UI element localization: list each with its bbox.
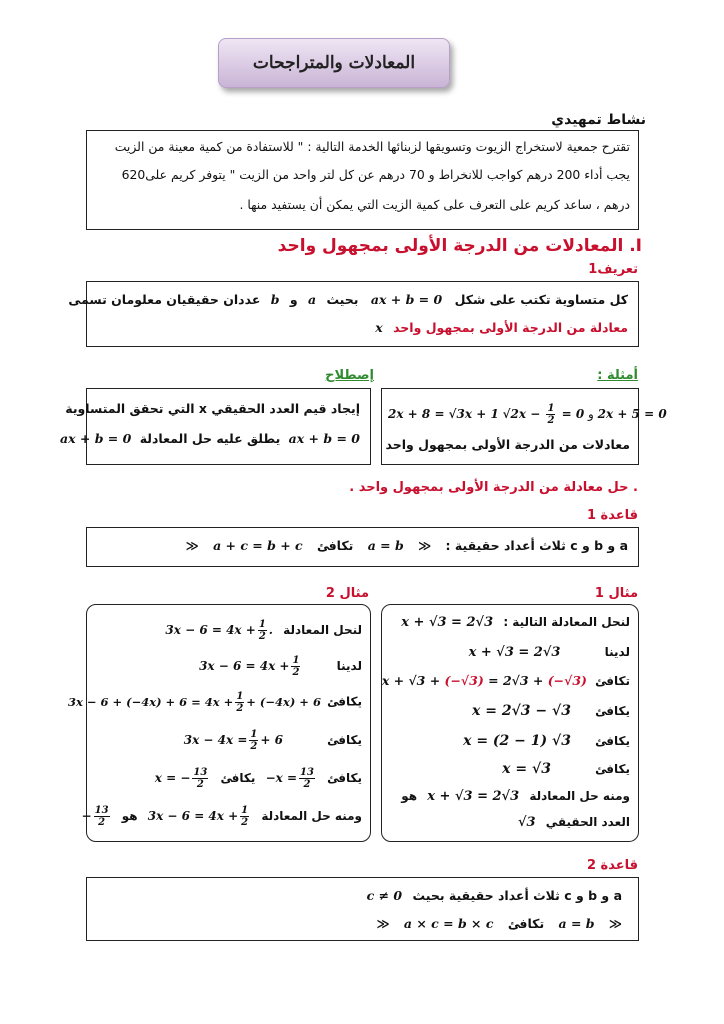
ex2-l2-num: 1 bbox=[292, 655, 300, 666]
term-eq-2: ax + b = 0 bbox=[59, 431, 132, 446]
examples-label: أمثلة : bbox=[597, 368, 638, 383]
examples-equations bbox=[388, 403, 667, 426]
page-title: المعادلات والمتراجحات bbox=[252, 53, 416, 73]
ex2-line-1 bbox=[165, 619, 362, 642]
ex1-l3-red-1: (−√3) bbox=[444, 673, 484, 688]
definition-label: تعريف1 bbox=[588, 262, 638, 277]
ex2-l5-num-1: 13 bbox=[300, 767, 314, 778]
term-line-1: إيجاد قيم العدد الحقيقي x التي تحقق المتساوية bbox=[65, 401, 360, 416]
def-text-c: عددان حقيقيان معلومان تسمى bbox=[68, 292, 261, 307]
rule-2-open: ≪ bbox=[608, 916, 622, 931]
ex1-l1-eq: x + √3 = 2√3 bbox=[401, 615, 494, 630]
ex2-l4-num: 1 bbox=[250, 729, 258, 740]
example-2-box bbox=[68, 604, 371, 842]
rule-1-eq-2: a + c = b + c bbox=[213, 538, 303, 553]
term-box bbox=[59, 388, 371, 465]
definition-line-1 bbox=[68, 292, 628, 307]
ex2-l6-eq-text: 3x − 6 = 4x + bbox=[147, 809, 239, 823]
ex2-l2-text: لدينا bbox=[336, 659, 362, 673]
ex2-l1-num: 1 bbox=[258, 619, 266, 630]
intro-box bbox=[86, 130, 639, 230]
intro-line-3: درهم ، ساعد كريم على التعرف على كمية الزيت التي يمكن أن يستفيد منها . bbox=[239, 197, 630, 212]
ex2-l3-eq bbox=[68, 691, 321, 714]
ex2-l5-eq-1 bbox=[265, 767, 317, 790]
rule-2-line-1 bbox=[367, 888, 622, 903]
rule-2-eq-1: a = b bbox=[558, 916, 595, 931]
page-title-banner bbox=[218, 38, 450, 88]
ex2-l4-eq-a: 3x − 4x = bbox=[183, 733, 248, 747]
rule-2-line-2 bbox=[376, 916, 622, 931]
ex1-l4-eq: x = 2√3 − √3 bbox=[472, 703, 571, 719]
ex2-l5-eq-a: −x = bbox=[265, 771, 298, 785]
ex2-l2-den: 2 bbox=[292, 667, 300, 678]
rule-2-equiv: تكافئ bbox=[507, 916, 545, 931]
ex2-line-5 bbox=[155, 767, 362, 790]
def-eq: ax + b = 0 bbox=[370, 292, 443, 307]
rule-1-label: قاعدة 1 bbox=[586, 508, 638, 523]
rule-1-equiv: تكافئ bbox=[317, 538, 354, 553]
rule-2-text: a و b و c ثلاث أعداد حقيقية بحيث bbox=[412, 888, 622, 903]
ex2-l2-eq bbox=[199, 655, 302, 678]
rule-1-close: ≪ bbox=[185, 538, 199, 553]
intro-line-2: يجب أداء 200 درهم كواجب للانخراط و 70 درهم عن كل لتر واحد من الزيت " يتوفر كريم على620 bbox=[121, 167, 630, 182]
ex2-l6-eq bbox=[147, 805, 251, 828]
ex1-l3-text: تكافئ bbox=[595, 674, 630, 688]
ex2-l6-end: هو bbox=[121, 809, 138, 823]
term-label: إصطلاح bbox=[325, 368, 374, 383]
rule-1-box bbox=[86, 527, 639, 567]
term-line-2 bbox=[60, 431, 360, 446]
ex1-l1-text: لنحل المعادلة التالية : bbox=[503, 615, 630, 629]
ex1-l6-eq: x = √3 bbox=[502, 761, 551, 777]
ex2-l3-eq-b: + (−4x) + 6 bbox=[246, 694, 321, 709]
ex1-l4-text: يكافئ bbox=[595, 704, 630, 718]
ex2-l5-mid: يكافئ bbox=[220, 771, 256, 785]
ex1-l2-text: لدينا bbox=[604, 645, 630, 659]
rule-1-eq-1: a = b bbox=[367, 538, 404, 553]
ex2-l5-eq-b: x = − bbox=[154, 771, 191, 785]
term-text: يطلق عليه حل المعادلة bbox=[139, 431, 281, 446]
ex1-line-1 bbox=[401, 615, 630, 630]
rule-2-close: ≪ bbox=[376, 916, 390, 931]
ex2-l4-eq-b: + 6 bbox=[260, 733, 283, 747]
rule-1-text: a و b و c ثلاث أعداد حقيقية : bbox=[445, 538, 628, 553]
def-and: و bbox=[289, 292, 298, 307]
ex2-l4-eq bbox=[183, 729, 283, 752]
examples-caption: معادلات من الدرجة الأولى بمجهول واحد bbox=[385, 437, 630, 452]
ex2-l3-den: 2 bbox=[236, 703, 244, 714]
rule-1-line bbox=[176, 538, 628, 553]
ex2-l1-text: لنحل المعادلة bbox=[283, 623, 362, 637]
definition-box bbox=[68, 281, 639, 347]
examples-and-2: و bbox=[588, 407, 594, 421]
example-2-label: مثال 2 bbox=[325, 586, 369, 601]
example-1-box bbox=[381, 604, 639, 842]
ex1-l8-eq: √3 bbox=[517, 815, 536, 830]
def-var-a: a bbox=[307, 292, 317, 307]
ex2-l5-text: يكافئ bbox=[327, 771, 362, 785]
ex1-line-3 bbox=[382, 673, 630, 688]
ex1-l7-end: هو bbox=[401, 789, 418, 803]
def-var-x: x bbox=[375, 320, 383, 335]
example-eq-2: √2x − $\frac{1}{2}$ = 0 bbox=[502, 403, 585, 426]
example-eq-1: 2x + 5 = 0 bbox=[597, 407, 667, 421]
rule-2-label: قاعدة 2 bbox=[586, 858, 638, 873]
rule-2-cond: c ≠ 0 bbox=[366, 888, 403, 903]
intro-heading: نشاط تمهيدي bbox=[551, 112, 646, 128]
intro-line-1: تقترح جمعية لاستخراج الزيوت وتسويقها لزبنائها الخدمة التالية : " للاستفادة من كمية معينة من الزيت bbox=[114, 139, 630, 154]
ex2-l6-text: ومنه حل المعادلة bbox=[261, 809, 362, 823]
example-1-label: مثال 1 bbox=[594, 586, 638, 601]
ex1-l3-eq-a: x + √3 + bbox=[381, 673, 445, 688]
ex2-line-4 bbox=[184, 729, 362, 752]
rule-1-open: ≪ bbox=[418, 538, 432, 553]
example-eq-3: 2x + 8 = √3x + 1 bbox=[388, 407, 499, 421]
ex2-l5-den-2: 2 bbox=[196, 779, 204, 790]
ex1-l5-eq: x = (2 − 1) √3 bbox=[463, 733, 571, 749]
solve-heading: . حل معادلة من الدرجة الأولى بمجهول واحد . bbox=[349, 480, 638, 495]
ex2-l4-den: 2 bbox=[250, 741, 258, 752]
ex2-l2-eq-text: 3x − 6 = 4x + bbox=[199, 659, 290, 673]
def-red-text: معادلة من الدرجة الأولى بمجهول واحد bbox=[393, 320, 628, 335]
ex2-l6-res-num: 13 bbox=[94, 805, 109, 816]
ex2-l5-eq-2 bbox=[154, 767, 211, 790]
ex1-line-7 bbox=[401, 789, 630, 804]
ex2-l6-res bbox=[81, 805, 112, 828]
ex1-line-4 bbox=[472, 703, 630, 719]
ex1-l7-eq: x + √3 = 2√3 bbox=[427, 789, 520, 804]
rule-2-box bbox=[86, 877, 639, 941]
ex1-l2-eq: x + √3 = 2√3 bbox=[468, 645, 561, 660]
ex1-line-6 bbox=[502, 761, 630, 777]
ex1-l3-eq-b: = 2√3 + bbox=[483, 673, 548, 688]
ex2-l5-den-1: 2 bbox=[303, 779, 311, 790]
ex1-l6-text: يكافئ bbox=[595, 762, 630, 776]
term-eq-1: ax + b = 0 bbox=[288, 431, 360, 446]
def-var-b: b bbox=[270, 292, 280, 307]
ex2-l1-den: 2 bbox=[258, 631, 266, 642]
ex2-l6-den: 2 bbox=[241, 817, 249, 828]
ex1-l8-text: العدد الحقيقي bbox=[545, 815, 630, 829]
ex1-l3-red-2: (−√3) bbox=[547, 673, 587, 688]
def-text-b: بحيث bbox=[326, 292, 359, 307]
examples-box bbox=[381, 388, 667, 465]
ex2-line-6 bbox=[82, 805, 362, 828]
ex1-line-2 bbox=[469, 645, 630, 660]
definition-line-2 bbox=[369, 320, 628, 335]
ex2-l1-eq-text: 3x − 6 = 4x + bbox=[165, 623, 256, 637]
ex1-l3-eq bbox=[382, 673, 587, 688]
ex2-line-2 bbox=[199, 655, 362, 678]
ex2-l5-num-2: 13 bbox=[193, 767, 208, 778]
ex1-line-5 bbox=[463, 733, 630, 749]
rule-2-eq-2: a × c = b × c bbox=[403, 916, 494, 931]
ex2-l6-res-den: 2 bbox=[98, 817, 106, 828]
section-1-title: I. المعادلات من الدرجة الأولى بمجهول واحد bbox=[277, 236, 642, 256]
ex2-l3-eq-a: 3x − 6 + (−4x) + 6 = 4x + bbox=[68, 694, 234, 709]
ex2-l6-res-sign: − bbox=[81, 809, 92, 823]
def-text-a: كل متساوية تكتب على شكل bbox=[454, 292, 628, 307]
ex1-line-8 bbox=[518, 815, 630, 830]
ex1-l7-text: ومنه حل المعادلة bbox=[529, 789, 630, 803]
ex2-line-3 bbox=[68, 691, 362, 714]
ex2-l3-text: يكافئ bbox=[327, 694, 362, 709]
ex2-l1-eq: 3x − 6 = 4x + $\frac{1}{2}$ . bbox=[165, 619, 273, 642]
ex2-l3-num: 1 bbox=[236, 691, 244, 702]
ex2-l4-text: يكافئ bbox=[327, 733, 362, 747]
ex2-l6-num: 1 bbox=[241, 805, 249, 816]
ex1-l5-text: يكافئ bbox=[595, 734, 630, 748]
